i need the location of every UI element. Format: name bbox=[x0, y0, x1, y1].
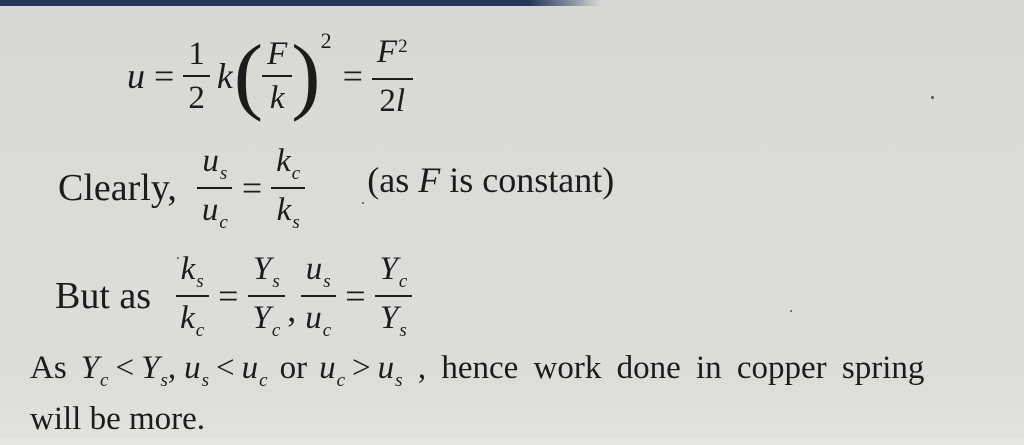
note-text: is constant) bbox=[440, 160, 615, 200]
subscript-c: c bbox=[259, 369, 268, 391]
scan-speck bbox=[177, 257, 179, 259]
comma: , bbox=[167, 350, 177, 386]
greater-than-icon: > bbox=[352, 350, 371, 386]
numerator-F: F bbox=[262, 35, 292, 77]
denominator-k: k bbox=[269, 80, 285, 116]
lead-word: Clearly, bbox=[58, 167, 177, 209]
equals-icon: = bbox=[218, 276, 239, 316]
denominator-2l bbox=[374, 80, 410, 120]
var-u: u bbox=[305, 300, 322, 336]
fraction-F2-over-2l bbox=[372, 33, 413, 120]
term-Ys bbox=[141, 350, 168, 391]
denominator-uc bbox=[300, 297, 336, 342]
var-Y: Y bbox=[380, 300, 399, 336]
less-than-icon: < bbox=[115, 350, 135, 386]
scan-speck bbox=[790, 310, 792, 312]
var-u: u bbox=[305, 251, 323, 287]
var-Y: Y bbox=[252, 300, 271, 336]
var-u: u bbox=[127, 56, 145, 96]
open-paren: ( bbox=[233, 28, 264, 124]
subscript-s: s bbox=[395, 369, 403, 391]
var-l: l bbox=[395, 82, 406, 119]
numerator-us bbox=[301, 250, 336, 297]
scan-speck bbox=[931, 96, 934, 99]
var-Y: Y bbox=[141, 350, 160, 386]
comma: , bbox=[287, 289, 297, 329]
side-note bbox=[367, 159, 614, 201]
subscript-c: c bbox=[398, 270, 408, 292]
coef-2: 2 bbox=[379, 82, 396, 119]
subscript-c: c bbox=[322, 319, 332, 341]
numerator: 1 bbox=[183, 35, 210, 77]
denominator-kc bbox=[175, 297, 209, 342]
var-Y: Y bbox=[80, 350, 100, 386]
fraction-F-over-k bbox=[262, 35, 292, 117]
equation-line-3 bbox=[55, 248, 412, 344]
var-u: u bbox=[202, 143, 219, 179]
fraction-kc-over-ks bbox=[271, 142, 305, 234]
equals-icon: = bbox=[241, 168, 263, 208]
numerator-Ys bbox=[248, 250, 285, 297]
fraction-us-over-uc bbox=[300, 250, 336, 342]
subscript-s: s bbox=[201, 369, 210, 391]
var-k: k bbox=[216, 56, 233, 96]
subscript-c: c bbox=[336, 369, 346, 391]
var-k: k bbox=[276, 143, 291, 179]
term-Yc bbox=[80, 350, 109, 391]
equals-icon: = bbox=[342, 56, 363, 96]
conclusion-line-2: will be more. bbox=[30, 401, 206, 437]
term-uc bbox=[319, 350, 346, 391]
subscript-s: s bbox=[292, 211, 300, 233]
var-u: u bbox=[201, 192, 219, 228]
var-u: u bbox=[377, 350, 395, 386]
denominator-Ys bbox=[375, 297, 412, 342]
term-us bbox=[184, 350, 210, 391]
fraction-one-half bbox=[183, 35, 210, 117]
numerator-ks bbox=[176, 250, 209, 297]
subscript-c: c bbox=[219, 211, 228, 233]
denominator-uc bbox=[197, 189, 233, 234]
var-F: F bbox=[418, 160, 441, 200]
equals-icon: = bbox=[154, 56, 175, 96]
less-than-icon: < bbox=[216, 350, 235, 386]
subscript-c: c bbox=[291, 162, 301, 184]
fraction-Ys-over-Yc bbox=[247, 250, 285, 342]
lead-word: As bbox=[30, 350, 67, 386]
subscript-s: s bbox=[323, 270, 331, 292]
equals-icon: = bbox=[345, 276, 366, 316]
numerator-F-squared bbox=[372, 33, 413, 80]
page-top-rule bbox=[0, 0, 600, 6]
sentence-text: , hence work done in copper spring bbox=[402, 350, 925, 386]
subscript-c: c bbox=[271, 319, 281, 341]
term-uc bbox=[241, 350, 268, 391]
var-F: F bbox=[376, 33, 398, 70]
term-us bbox=[377, 350, 403, 391]
exponent-2: 2 bbox=[398, 36, 408, 57]
close-paren: ) bbox=[291, 28, 321, 124]
var-k: k bbox=[180, 251, 196, 287]
subscript-s: s bbox=[219, 162, 228, 184]
conclusion-line-1 bbox=[30, 345, 1012, 396]
denominator-Yc bbox=[247, 297, 285, 342]
numerator-us bbox=[197, 142, 232, 189]
var-u: u bbox=[319, 350, 336, 386]
var-Y: Y bbox=[379, 251, 398, 287]
equation-line-1 bbox=[127, 28, 413, 124]
subscript-s: s bbox=[160, 369, 168, 391]
fraction-us-over-uc bbox=[197, 142, 233, 234]
subscript-c: c bbox=[195, 319, 205, 341]
fraction-Yc-over-Ys bbox=[375, 250, 413, 342]
subscript-s: s bbox=[399, 319, 407, 341]
numerator-kc bbox=[271, 142, 305, 189]
var-Y: Y bbox=[252, 251, 272, 287]
fraction-ks-over-kc bbox=[175, 250, 209, 342]
exponent-2: 2 bbox=[320, 28, 332, 53]
conclusion-text bbox=[30, 345, 1012, 442]
page-bottom-margin bbox=[0, 438, 1024, 445]
subscript-c: c bbox=[100, 369, 109, 391]
subscript-s: s bbox=[196, 270, 204, 292]
lead-word: But as bbox=[55, 275, 152, 317]
conjunction: or bbox=[279, 350, 308, 386]
var-k: k bbox=[180, 300, 195, 336]
var-u: u bbox=[184, 350, 201, 386]
denominator-ks bbox=[272, 189, 305, 234]
scan-speck bbox=[362, 202, 364, 204]
note-text: (as bbox=[367, 160, 419, 200]
subscript-s: s bbox=[272, 270, 280, 292]
var-k: k bbox=[276, 192, 292, 228]
equation-line-2 bbox=[58, 142, 614, 234]
var-u: u bbox=[241, 350, 259, 386]
denominator: 2 bbox=[188, 80, 205, 116]
numerator-Yc bbox=[375, 250, 413, 297]
